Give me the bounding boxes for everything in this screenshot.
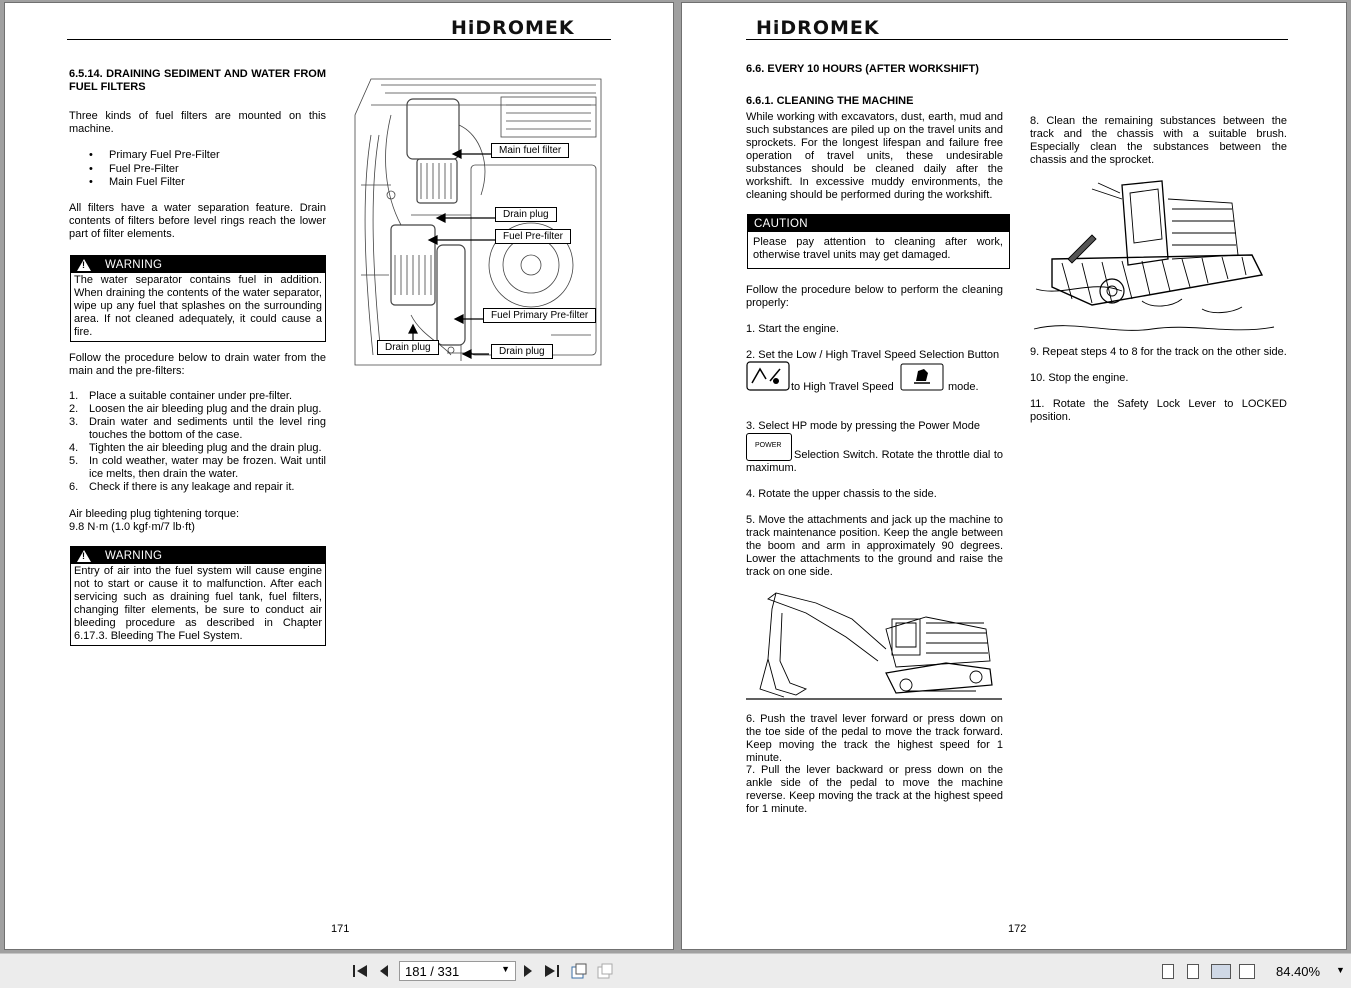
section-title: 6.6. EVERY 10 HOURS (AFTER WORKSHIFT)	[746, 63, 979, 75]
power-mode-key-icon: POWER	[746, 433, 792, 461]
brand-logo: HiDROMEK	[451, 17, 575, 39]
intro-text: Three kinds of fuel filters are mounted on this machine.	[69, 110, 326, 135]
step-3-text: 3. Select HP mode by pressing the Power Mode	[746, 420, 980, 432]
viewer-toolbar	[0, 953, 1351, 988]
list-item: • Primary Fuel Pre-Filter	[69, 149, 326, 163]
page-number: 171	[331, 923, 350, 935]
procedure-intro: Follow the procedure below to drain water from the main and the pre-filters:	[69, 352, 326, 377]
step-9: 9. Repeat steps 4 to 8 for the track on the other side.	[1030, 346, 1287, 358]
warning-label: WARNING	[105, 549, 163, 562]
caution-label: CAUTION	[754, 217, 808, 230]
warning-text: Entry of air into the fuel system will cause engine not to start or cause it to malfunction. After each servicing such as draining fuel tank, fuel filters, changing filter elements, be sure to conduct air bleeding procedure as described in Chapter 6.17.3. Bleeding The Fuel System.	[74, 565, 322, 642]
list-item: 3. Drain water and sediments until the level ring touches the bottom of the case.	[69, 416, 326, 441]
track-cleaning-illustration	[1032, 179, 1276, 337]
page-number: 172	[1008, 923, 1027, 935]
single-page-view-icon[interactable]	[1162, 964, 1174, 979]
last-page-icon[interactable]	[544, 964, 560, 978]
step-2-text: 2. Set the Low / High Travel Speed Selection Button	[746, 349, 1000, 361]
filter-list	[69, 149, 326, 190]
list-item: 1. Place a suitable container under pre-filter.	[69, 390, 293, 402]
next-page-icon[interactable]	[522, 964, 534, 978]
callout-drain-plug: Drain plug	[377, 340, 439, 355]
warning-label: WARNING	[105, 258, 163, 271]
warning-box	[70, 546, 326, 646]
header-rule	[67, 39, 611, 40]
procedure-steps	[69, 390, 326, 494]
callout-main-fuel-filter: Main fuel filter	[491, 143, 569, 158]
callout-fuel-primary-pre-filter: Fuel Primary Pre-filter	[483, 308, 596, 323]
brand-logo: HiDROMEK	[756, 17, 880, 39]
subsection-title: 6.6.1. CLEANING THE MACHINE	[746, 95, 914, 107]
step-5: 5. Move the attachments and jack up the machine to track maintenance position. Keep the angle between the boom and arm in approximately 90 degrees. Lower the attachments to the ground and raise the track on one side.	[746, 514, 1003, 578]
callout-drain-plug: Drain plug	[495, 207, 557, 222]
step-4: 4. Rotate the upper chassis to the side.	[746, 488, 937, 500]
step-8: 8. Clean the remaining substances between the track and the chassis with a suitable brush. Especially clean the substances between the chassis and the sprocket.	[1030, 115, 1287, 166]
step-7: 7. Pull the lever backward or press down on the ankle side of the pedal to move the machine reverse. Keep moving the track at the highest speed for 1 minute.	[746, 764, 1003, 815]
warning-text: The water separator contains fuel in addition. When draining the contents of the water separator, wipe up any fuel that splashes on the surrounding area. If not cleaned adequately, it could cause a fire.	[74, 274, 322, 338]
torque-value: 9.8 N·m (1.0 kgf·m/7 lb·ft)	[69, 521, 195, 533]
warning-icon	[77, 259, 91, 271]
high-speed-turtle-rabbit-icon	[900, 363, 944, 391]
step-10: 10. Stop the engine.	[1030, 372, 1129, 384]
header-rule	[746, 39, 1288, 40]
continuous-view-icon[interactable]	[1187, 964, 1199, 979]
list-item: 4. Tighten the air bleeding plug and the drain plug.	[69, 442, 322, 454]
travel-speed-button-icon	[746, 361, 790, 391]
continuous-facing-view-icon[interactable]	[1239, 964, 1255, 979]
chevron-down-icon: ▼	[501, 964, 510, 974]
caution-text: Please pay attention to cleaning after work, otherwise travel units may get damaged.	[753, 236, 1003, 261]
list-item: 5. In cold weather, water may be frozen. Wait until ice melts, then drain the water.	[69, 455, 326, 480]
callout-fuel-pre-filter: Fuel Pre-filter	[495, 229, 571, 244]
step-2-text: to High Travel Speed	[791, 381, 894, 393]
caution-box	[747, 214, 1010, 269]
callout-drain-plug: Drain plug	[491, 344, 553, 359]
step-2-text: mode.	[948, 381, 979, 393]
chevron-down-icon[interactable]: ▼	[1336, 965, 1345, 975]
warning-icon	[77, 550, 91, 562]
warning-box	[70, 255, 326, 342]
list-item: • Fuel Pre-Filter	[69, 163, 326, 177]
fuel-filter-illustration	[351, 75, 603, 369]
first-page-icon[interactable]	[352, 964, 368, 978]
separation-text: All filters have a water separation feature. Drain contents of filters before level rings reach the lower part of filter elements.	[69, 202, 326, 240]
list-item: 6. Check if there is any leakage and repair it.	[69, 481, 295, 493]
page-indicator: 181 / 331	[405, 964, 460, 979]
step-1: 1. Start the engine.	[746, 323, 839, 335]
procedure-intro: Follow the procedure below to perform the cleaning properly:	[746, 284, 1003, 309]
step-3-text: Selection Switch. Rotate the throttle dial to maximum.	[746, 449, 1003, 474]
torque-label: Air bleeding plug tightening torque:	[69, 508, 240, 520]
step-11: 11. Rotate the Safety Lock Lever to LOCKED position.	[1030, 398, 1287, 423]
page-selector[interactable]	[399, 961, 516, 981]
step-6: 6. Push the travel lever forward or press down on the toe side of the pedal to move the track forward. Keep moving the track the highest speed for 1 minute.	[746, 713, 1003, 764]
section-title: 6.5.14. DRAINING SEDIMENT AND WATER FROM FUEL FILTERS	[69, 68, 326, 93]
list-item: 2. Loosen the air bleeding plug and the drain plug.	[69, 403, 322, 415]
right-page	[681, 2, 1347, 950]
intro-text: While working with excavators, dust, earth, mud and such substances are piled up on the travel units and sprockets. For the longest lifespan and failure free operation of travel units, these undesirable substances should be cleaned daily after the workshift. In excessive muddy environments, the cleaning should be performed during the workshift.	[746, 111, 1003, 201]
go-back-view-icon[interactable]	[570, 962, 588, 980]
go-forward-view-icon[interactable]	[596, 962, 614, 980]
previous-page-icon[interactable]	[378, 964, 390, 978]
excavator-jacking-illustration	[746, 589, 1004, 701]
left-page	[4, 2, 674, 950]
list-item: • Main Fuel Filter	[69, 176, 326, 190]
facing-pages-view-icon[interactable]	[1211, 964, 1231, 979]
zoom-level[interactable]: 84.40%	[1276, 964, 1321, 979]
